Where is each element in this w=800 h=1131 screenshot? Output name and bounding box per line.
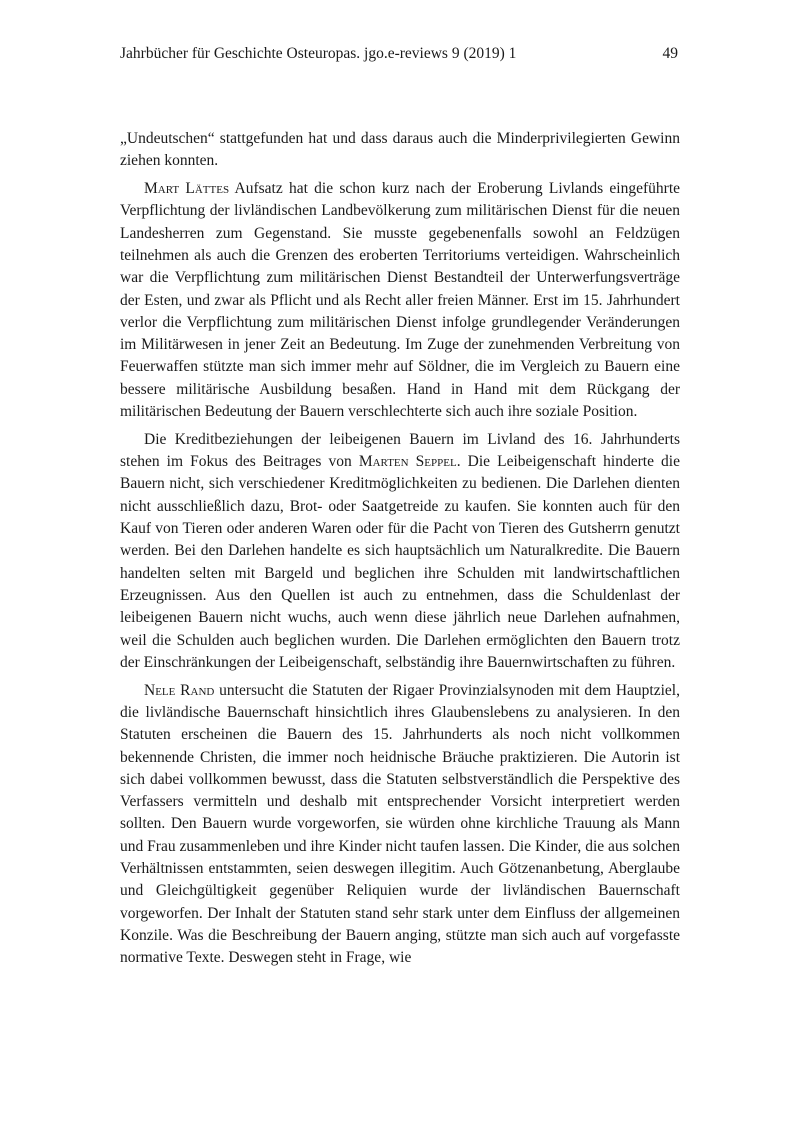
author-name: Marten Seppel: [358, 453, 457, 471]
journal-title: Jahrbücher für Geschichte Osteuropas. jgo.e-reviews 9 (2019) 1: [120, 45, 517, 62]
review-body: [120, 128, 680, 975]
author-name: Mart Lättes: [144, 180, 230, 198]
paragraph-continuation: [120, 128, 680, 173]
text-run: . Die Leibeigenschaft hinderte die Bauern nicht, sich verschiedener Kreditmöglichkeiten zu bedienen. Die Darlehen dienten nicht ausschließlich dazu, Brot- oder Saatgetreide zu kaufen. Sie konnten auch für den Kauf von Tieren oder anderen Waren oder für die Pacht von Tieren des Gutsherrn genutzt werden. Bei den Darlehen handelte es sich hauptsächlich um Naturalkredite. Die Bauern handelten selten mit Bargeld und beglichen ihre Schulden mit landwirtschaftlichen Erzeugnissen. Aus den Quellen ist auch zu entnehmen, dass die Schuldenlast der leibeigenen Bauern nicht wuchs, auch wenn diese jährlich neue Darlehen aufnahmen, weil die Schulden auch beglichen wurden. Die Darlehen ermöglichten den Bauern trotz der Einschränkungen der Leibeigenschaft, selbständig ihre Bauernwirtschaften zu führen.: [120, 453, 680, 671]
text-run: Die Kreditbeziehungen der leibeigenen Bauern im Livland des 16. Jahrhunderts stehen im Fokus des Beitrages von: [120, 430, 680, 471]
paragraph-rand-review: [120, 680, 680, 970]
text-run: untersucht die Statuten der Rigaer Provinzialsynoden mit dem Hauptziel, die livländische Bauernschaft hinsichtlich ihres Glaubenslebens zu analysieren. In den Statuten erscheinen die Bauern des 15. Jahrhunderts als noch nicht vollkommen bekennende Christen, die immer noch heidnische Bräuche praktizieren. Die Autorin ist sich dabei vollkommen bewusst, dass die Statuten selbstverständlich die Perspektive des Verfassers vermitteln und deshalb mit entsprechender Vorsicht interpretiert werden sollten. Den Bauern wurde vorgeworfen, sie würden ohne kirchliche Trauung als Mann und Frau zusammenleben und ihre Kinder nicht taufen lassen. Die Kinder, die aus solchen Verhältnissen entstammten, seien deswegen illegitim. Auch Götzenanbetung, Aberglaube und Gleichgültigkeit gegenüber Reliquien wurde der livländischen Bauernschaft vorgeworfen. Der Inhalt der Statuten stand sehr stark unter dem Einfluss der allgemeinen Konzile. Was die Beschreibung der Bauern anging, stützte man sich auch auf vorgefasste normative Texte. Deswegen steht in Frage, wie: [120, 681, 680, 967]
text-run: Aufsatz hat die schon kurz nach der Eroberung Livlands eingeführte Verpflichtung der livländischen Landbevölkerung zum militärischen Dienst für die neuen Landesherren zum Gegenstand. Sie musste gegebenenfalls sowohl an Feldzügen teilnehmen als auch die Grenzen des eroberten Territoriums verteidigen. Wahrscheinlich war die Verpflichtung zum militärischen Dienst Bestandteil der Unterwerfungsverträge der Esten, und zwar als Pflicht und als Recht aller freien Männer. Erst im 15. Jahrhundert verlor die Verpflichtung zum militärischen Dienst infolge grundlegender Veränderungen im Militärwesen in jener Zeit an Bedeutung. Im Zuge der zunehmenden Verbreitung von Feuerwaffen stützte man sich immer mehr auf Söldner, die im Vergleich zu Bauern eine bessere militärische Ausbildung besaßen. Hand in Hand mit dem Rückgang der militärischen Bedeutung der Bauern verschlechterte sich auch ihre soziale Position.: [120, 180, 681, 421]
paragraph-seppel-review: [120, 429, 680, 674]
paragraph-laette-review: [120, 178, 680, 423]
text-run: „Undeutschen“ stattgefunden hat und dass daraus auch die Minderprivilegierten Gewinn ziehen konnten.: [120, 130, 680, 170]
running-head: [120, 44, 680, 64]
author-name: Nele Rand: [144, 681, 215, 699]
page-number: 49: [662, 45, 678, 62]
